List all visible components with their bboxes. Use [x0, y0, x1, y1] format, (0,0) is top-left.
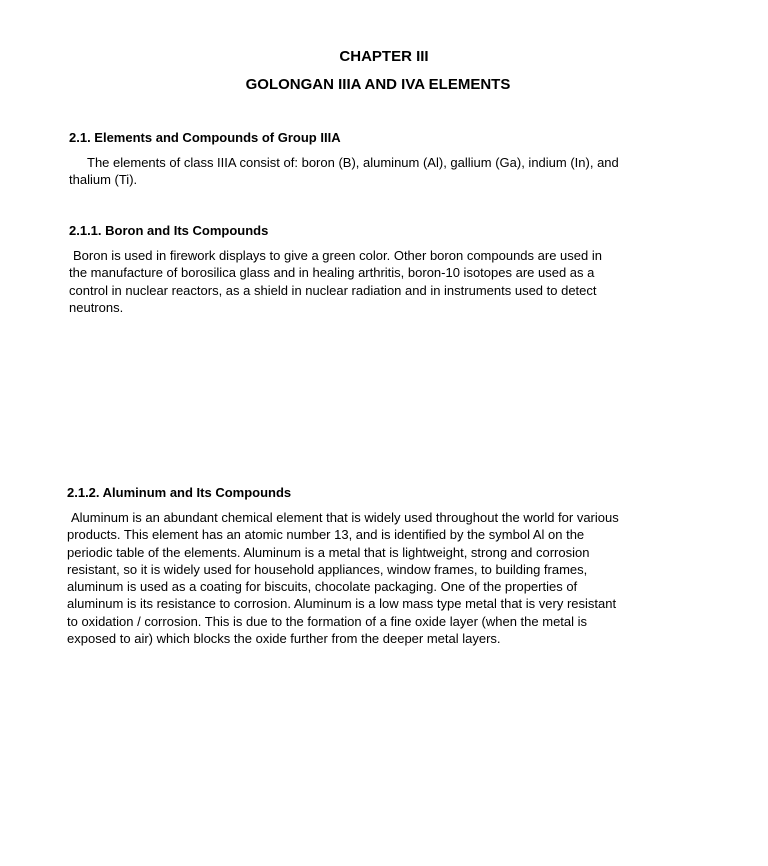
section-heading-2-1-1: 2.1.1. Boron and Its Compounds [69, 223, 269, 238]
paragraph-line: the manufacture of borosilica glass and in healing arthritis, boron-10 isotopes are used as a [69, 265, 595, 281]
paragraph-line: aluminum is used as a coating for biscuits, chocolate packaging. One of the properties of [67, 579, 578, 595]
chapter-title: CHAPTER III [339, 48, 429, 65]
paragraph-line: resistant, so it is widely used for household appliances, window frames, to building frames, [67, 561, 588, 577]
section-heading-2-1: 2.1. Elements and Compounds of Group IIIA [69, 130, 341, 145]
paragraph-line: products. This element has an atomic number 13, and is identified by the symbol Al on the [67, 527, 585, 543]
section-paragraph-2-1-1 [69, 247, 709, 316]
paragraph-line: control in nuclear reactors, as a shield in nuclear radiation and in instruments used to detect [69, 282, 597, 298]
paragraph-line: aluminum is its resistance to corrosion. Aluminum is a low mass type metal that is very resistant [67, 596, 617, 612]
paragraph-line: thalium (Ti). [69, 172, 138, 188]
paragraph-line: exposed to air) which blocks the oxide further from the deeper metal layers. [67, 631, 501, 647]
paragraph-line: Boron is used in firework displays to give a green color. Other boron compounds are used in [73, 248, 602, 263]
chapter-subtitle: GOLONGAN IIIA AND IVA ELEMENTS [245, 76, 511, 93]
paragraph-line: Aluminum is an abundant chemical element that is widely used throughout the world for various [71, 510, 619, 525]
section-paragraph-2-1-2 [67, 509, 727, 647]
paragraph-line: periodic table of the elements. Aluminum is a metal that is lightweight, strong and corrosion [67, 544, 590, 560]
paragraph-line: The elements of class IIIA consist of: boron (B), aluminum (Al), gallium (Ga), indium (In), and [87, 155, 619, 170]
section-paragraph-2-1 [69, 154, 709, 189]
section-heading-2-1-2: 2.1.2. Aluminum and Its Compounds [67, 485, 292, 500]
paragraph-line: neutrons. [69, 299, 124, 315]
paragraph-line: to oxidation / corrosion. This is due to the formation of a fine oxide layer (when the metal is [67, 613, 588, 629]
